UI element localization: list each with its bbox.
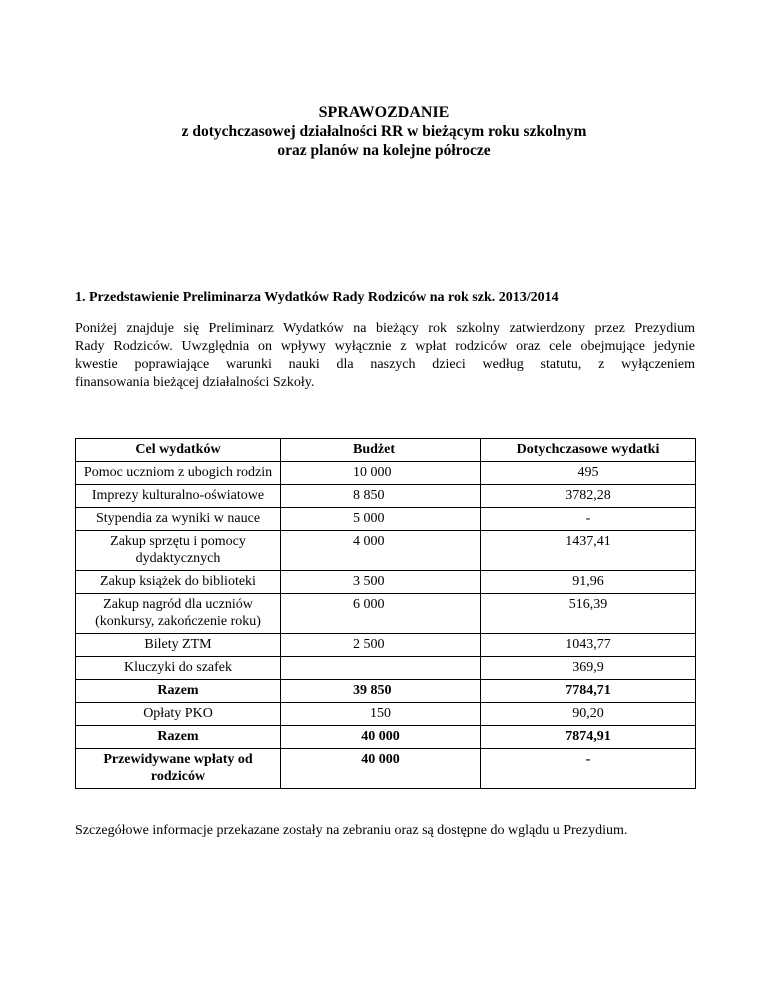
table-row [76, 462, 696, 485]
budget-table [75, 438, 696, 789]
header-wydatki: Dotychczasowe wydatki [481, 439, 696, 462]
cell-budzet: 40 000 [281, 726, 481, 749]
cell-cel: Zakup sprzętu i pomocy dydaktycznych [76, 531, 281, 571]
cell-cel: Przewidywane wpłaty od rodziców [76, 749, 281, 789]
table-row [76, 485, 696, 508]
intro-line: kwestie poprawiające warunki nauki dla naszych dzieci według statutu, z wyłączeniem [75, 357, 695, 372]
cell-budzet: 6 000 [281, 594, 481, 634]
cell-budzet: 5 000 [281, 508, 481, 531]
cell-budzet: 39 850 [281, 680, 481, 703]
cell-wydatki: 369,9 [481, 657, 696, 680]
table-row [76, 657, 696, 680]
cell-cel: Razem [76, 726, 281, 749]
cell-cel: Zakup książek do biblioteki [76, 571, 281, 594]
intro-line: Rady Rodziców. Uwzględnia on wpływy wyłącznie z wpłat rodziców oraz cele obejmujące jedynie [75, 339, 695, 354]
title-line-3: oraz planów na kolejne półrocze [277, 142, 491, 159]
cell-wydatki: - [481, 508, 696, 531]
cell-wydatki: 3782,28 [481, 485, 696, 508]
cell-budzet: 40 000 [281, 749, 481, 789]
cell-wydatki: 7874,91 [481, 726, 696, 749]
cell-cel: Opłaty PKO [76, 703, 281, 726]
cell-cel: Kluczyki do szafek [76, 657, 281, 680]
cell-cel: Stypendia za wyniki w nauce [76, 508, 281, 531]
cell-wydatki: 1043,77 [481, 634, 696, 657]
header-budzet: Budżet [281, 439, 481, 462]
cell-budzet: 4 000 [281, 531, 481, 571]
table-row [76, 594, 696, 634]
table-row [76, 571, 696, 594]
cell-cel: Bilety ZTM [76, 634, 281, 657]
table-row [76, 703, 696, 726]
cell-wydatki: 91,96 [481, 571, 696, 594]
document-title [0, 103, 768, 160]
cell-wydatki: - [481, 749, 696, 789]
header-cel: Cel wydatków [76, 439, 281, 462]
cell-budzet: 2 500 [281, 634, 481, 657]
title-line-1: SPRAWOZDANIE [318, 104, 450, 121]
table-header-row [76, 439, 696, 462]
table-row-total [76, 680, 696, 703]
cell-wydatki: 495 [481, 462, 696, 485]
cell-cel: Imprezy kulturalno-oświatowe [76, 485, 281, 508]
title-line-2: z dotychczasowej działalności RR w bieżącym roku szkolnym [181, 123, 587, 140]
cell-budzet: 8 850 [281, 485, 481, 508]
cell-wydatki: 90,20 [481, 703, 696, 726]
cell-budzet [281, 657, 481, 680]
footer-note: Szczegółowe informacje przekazane zostały na zebraniu oraz są dostępne do wglądu u Prezydium. [75, 823, 628, 838]
section-1-heading: 1. Przedstawienie Preliminarza Wydatków Rady Rodziców na rok szk. 2013/2014 [75, 290, 559, 305]
table-row [76, 508, 696, 531]
table-row [76, 531, 696, 571]
cell-wydatki: 1437,41 [481, 531, 696, 571]
table-row [76, 634, 696, 657]
cell-cel: Pomoc uczniom z ubogich rodzin [76, 462, 281, 485]
intro-line: Poniżej znajduje się Preliminarz Wydatków na bieżący rok szkolny zatwierdzony przez Prezydium [75, 321, 695, 336]
cell-cel: Razem [76, 680, 281, 703]
cell-wydatki: 7784,71 [481, 680, 696, 703]
table-row-total [76, 726, 696, 749]
cell-budzet: 3 500 [281, 571, 481, 594]
cell-cel: Zakup nagród dla uczniów (konkursy, zakończenie roku) [76, 594, 281, 634]
cell-budzet: 10 000 [281, 462, 481, 485]
intro-line: finansowania bieżącej działalności Szkoły. [75, 375, 315, 390]
intro-paragraph [75, 320, 695, 392]
cell-budzet: 150 [281, 703, 481, 726]
cell-wydatki: 516,39 [481, 594, 696, 634]
table-row-expected [76, 749, 696, 789]
